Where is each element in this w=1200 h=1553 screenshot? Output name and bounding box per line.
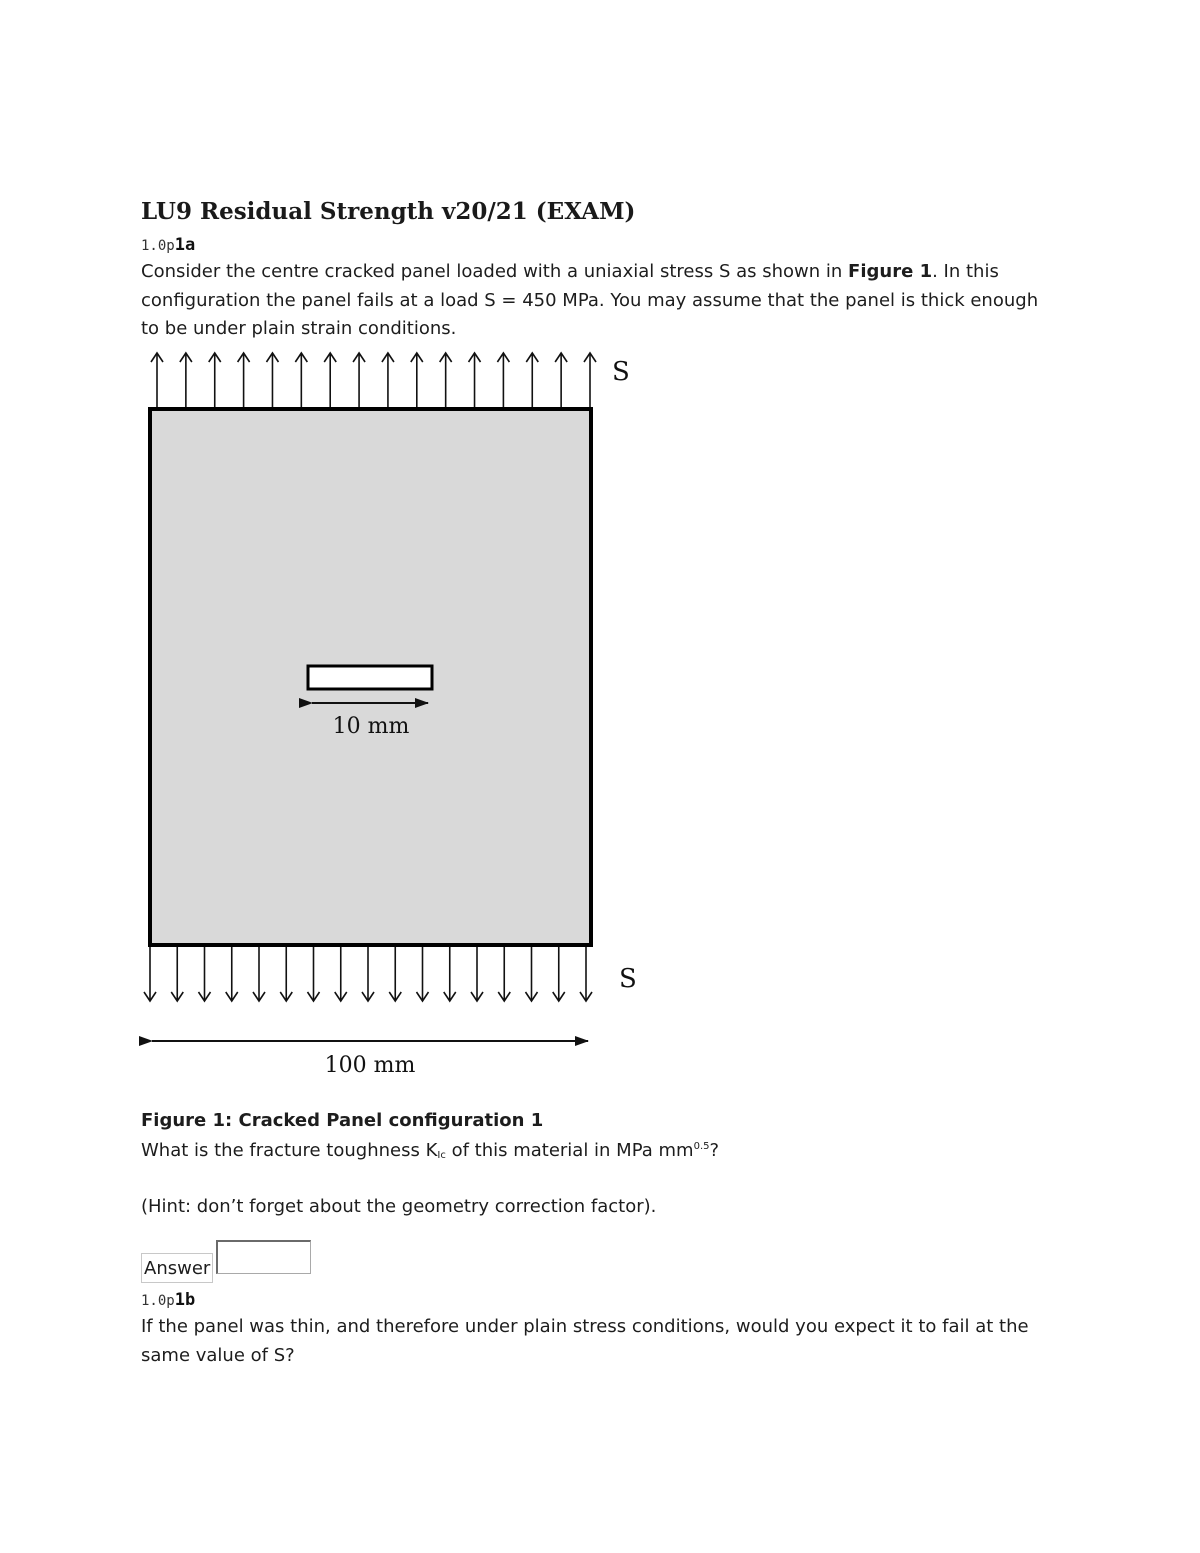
up-arrow bbox=[180, 353, 192, 407]
answer-label: Answer bbox=[141, 1253, 213, 1283]
prompt-prefix: What is the fracture toughness K bbox=[141, 1140, 438, 1161]
bottom-load-label: S bbox=[619, 964, 637, 994]
prompt-middle: of this material in MPa mm bbox=[445, 1140, 694, 1161]
down-arrow bbox=[171, 947, 183, 1001]
question-prompt bbox=[141, 1140, 719, 1161]
figure-caption: Figure 1: Cracked Panel configuration 1 bbox=[141, 1110, 544, 1131]
down-arrow bbox=[471, 947, 483, 1001]
down-arrow bbox=[144, 947, 156, 1001]
question-header-1b bbox=[141, 1290, 195, 1310]
up-arrow bbox=[151, 353, 163, 407]
crack-length-label: 10 mm bbox=[332, 714, 410, 739]
question-1b-line-1: If the panel was thin, and therefore under plain stress conditions, would you expect it to fail at the bbox=[141, 1316, 1029, 1337]
up-arrow bbox=[209, 353, 221, 407]
down-arrow bbox=[253, 947, 265, 1001]
up-arrow bbox=[266, 353, 278, 407]
prompt-suffix: ? bbox=[709, 1140, 720, 1161]
up-arrow bbox=[238, 353, 250, 407]
down-arrow bbox=[444, 947, 456, 1001]
up-arrow bbox=[584, 353, 596, 407]
crack bbox=[308, 666, 432, 689]
question-1b-text bbox=[141, 1313, 1071, 1370]
question-points: 1.0p bbox=[141, 1293, 175, 1309]
question-1a-line-1-text: Consider the centre cracked panel loaded with a uniaxial stress S as shown in bbox=[141, 261, 849, 282]
prompt-superscript: 0.5 bbox=[693, 1141, 710, 1152]
down-arrow bbox=[389, 947, 401, 1001]
question-points: 1.0p bbox=[141, 238, 175, 254]
up-arrow bbox=[411, 353, 423, 407]
down-arrow bbox=[526, 947, 538, 1001]
question-1a-line-3: to be under plain strain conditions. bbox=[141, 318, 457, 339]
answer-input[interactable] bbox=[216, 1240, 311, 1274]
down-arrow bbox=[362, 947, 374, 1001]
down-arrow bbox=[553, 947, 565, 1001]
up-arrow bbox=[469, 353, 481, 407]
top-load-label: S bbox=[612, 357, 630, 387]
bottom-load-arrows bbox=[144, 947, 592, 1001]
top-load-arrows bbox=[151, 353, 596, 407]
question-number: 1a bbox=[174, 235, 196, 255]
up-arrow bbox=[555, 353, 567, 407]
down-arrow bbox=[226, 947, 238, 1001]
question-1b-line-2: same value of S? bbox=[141, 1344, 295, 1366]
up-arrow bbox=[382, 353, 394, 407]
figure-reference: Figure 1 bbox=[848, 261, 933, 282]
prompt-subscript: Ic bbox=[437, 1150, 446, 1161]
page-title: LU9 Residual Strength v20/21 (EXAM) bbox=[141, 198, 636, 225]
up-arrow bbox=[353, 353, 365, 407]
down-arrow bbox=[308, 947, 320, 1001]
down-arrow bbox=[417, 947, 429, 1001]
question-1a-line-2: configuration the panel fails at a load S = 450 MPa. You may assume that the panel is thick enough bbox=[141, 289, 1039, 311]
up-arrow bbox=[497, 353, 509, 407]
width-label: 100 mm bbox=[324, 1053, 416, 1078]
up-arrow bbox=[295, 353, 307, 407]
down-arrow bbox=[498, 947, 510, 1001]
question-number: 1b bbox=[174, 1290, 196, 1310]
up-arrow bbox=[324, 353, 336, 407]
down-arrow bbox=[199, 947, 211, 1001]
up-arrow bbox=[526, 353, 538, 407]
down-arrow bbox=[335, 947, 347, 1001]
down-arrow bbox=[580, 947, 592, 1001]
up-arrow bbox=[440, 353, 452, 407]
hint-text: (Hint: don’t forget about the geometry correction factor). bbox=[141, 1196, 657, 1217]
down-arrow bbox=[280, 947, 292, 1001]
question-1a-line-1-end: . In this bbox=[932, 261, 999, 282]
